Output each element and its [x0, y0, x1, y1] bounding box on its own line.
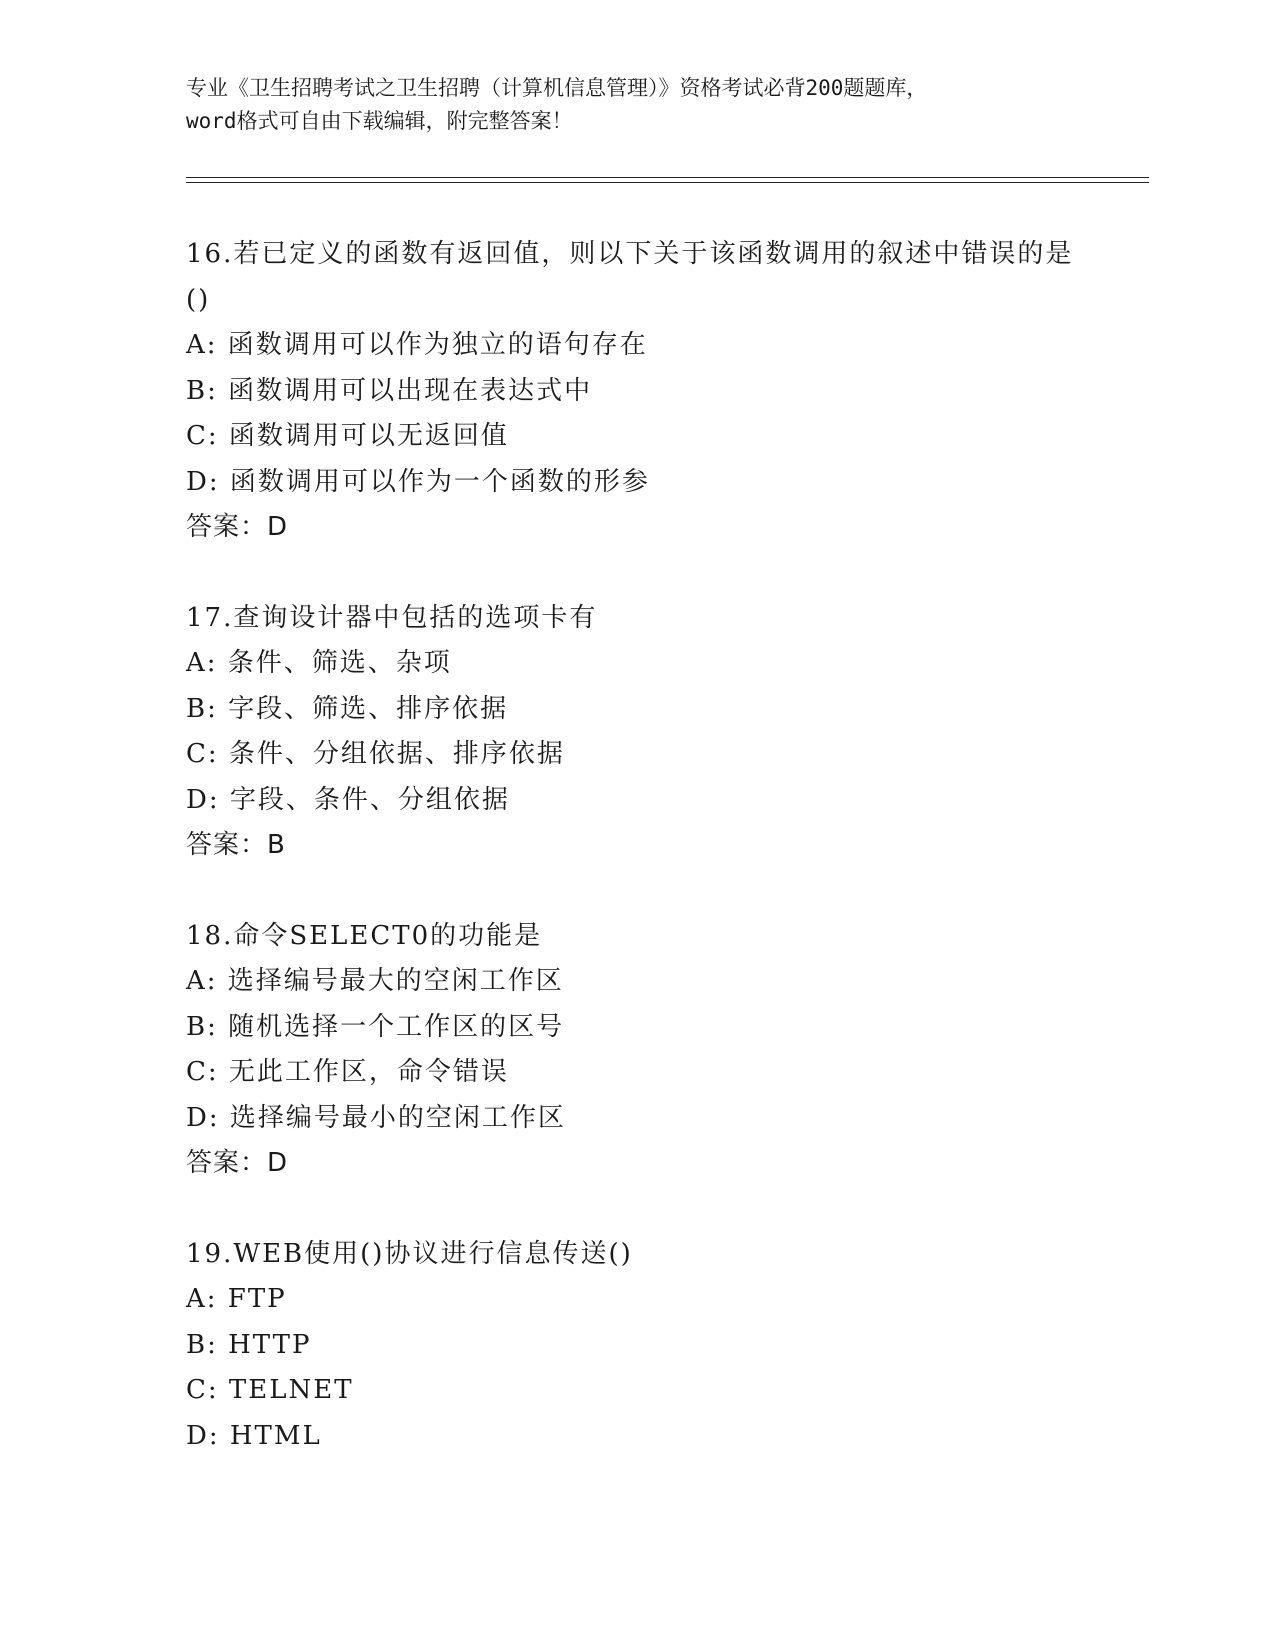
option-a: A: 条件、筛选、杂项 — [186, 648, 452, 678]
option-d: D: 函数调用可以作为一个函数的形参 — [186, 466, 650, 497]
option-d: D: HTML — [186, 1420, 322, 1451]
question-title: 19.WEB使用()协议进行信息传送() — [186, 1238, 633, 1269]
answer: 答案：D — [186, 512, 289, 542]
question-17 — [186, 596, 1086, 869]
option-a: A: FTP — [186, 1284, 287, 1314]
question-title: 16.若已定义的函数有返回值，则以下关于该函数调用的叙述中错误的是() — [186, 239, 1074, 315]
header-divider-top — [186, 177, 1149, 178]
option-b: B: 随机选择一个工作区的区号 — [186, 1011, 565, 1042]
option-d: D: 选择编号最小的空闲工作区 — [186, 1102, 566, 1133]
question-title: 18.命令SELECT0的功能是 — [186, 920, 543, 951]
question-list — [186, 232, 1086, 1504]
option-d: D: 字段、条件、分组依据 — [186, 784, 510, 815]
option-b: B: 函数调用可以出现在表达式中 — [186, 375, 593, 406]
document-header — [186, 72, 1086, 138]
question-title: 17.查询设计器中包括的选项卡有 — [186, 602, 598, 633]
question-19 — [186, 1232, 1086, 1460]
question-18 — [186, 914, 1086, 1187]
header-line-1: 专业《卫生招聘考试之卫生招聘（计算机信息管理）》资格考试必背200题题库， — [186, 76, 928, 100]
option-c: C: 函数调用可以无返回值 — [186, 421, 509, 451]
header-divider-bottom — [186, 182, 1149, 183]
option-b: B: 字段、筛选、排序依据 — [186, 693, 509, 724]
question-16 — [186, 232, 1086, 551]
answer: 答案：B — [186, 830, 286, 860]
option-a: A: 选择编号最大的空闲工作区 — [186, 966, 564, 996]
answer: 答案：D — [186, 1148, 289, 1178]
option-c: C: TELNET — [186, 1375, 354, 1405]
option-c: C: 无此工作区，命令错误 — [186, 1057, 509, 1087]
option-a: A: 函数调用可以作为独立的语句存在 — [186, 330, 648, 360]
option-b: B: HTTP — [186, 1329, 312, 1360]
option-c: C: 条件、分组依据、排序依据 — [186, 739, 565, 769]
header-line-2: word格式可自由下载编辑，附完整答案！ — [186, 109, 573, 133]
